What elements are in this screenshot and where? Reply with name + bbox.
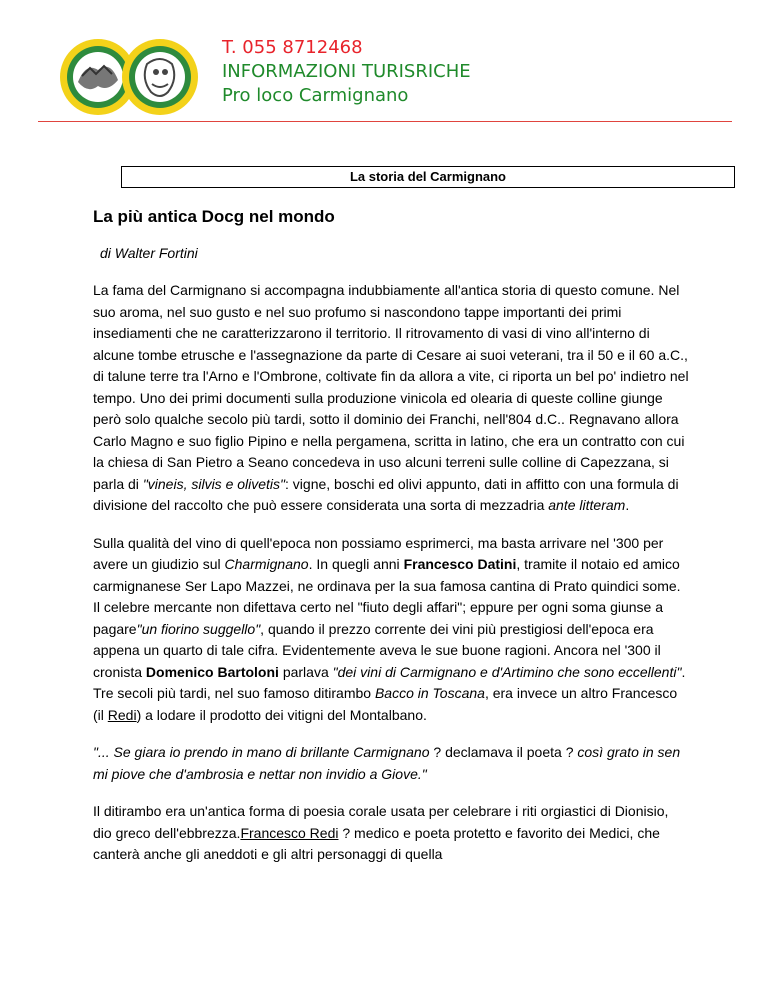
quote: "un fiorino suggello": [136, 620, 261, 637]
latin-quote: "vineis, silvis e olivetis": [142, 475, 286, 492]
text-run: , tramite il notaio ed amico carmignanese Ser Lapo Mazzei, ne ordinava per la sua famosa cantina di Prato quindici some. Il celebre mercante non difettava certo nel "fiuto degli affari"; eppure per ogni soma giunse a pagare: [93, 556, 681, 637]
header-contact: [222, 36, 471, 108]
paragraph-1: [93, 280, 689, 517]
text-run: ? declamava il poeta ?: [429, 744, 578, 760]
pro-loco-logo: [52, 34, 206, 120]
work-title: Bacco in Toscana: [374, 685, 485, 701]
article-body: [93, 206, 689, 866]
person-name: Domenico Bartoloni: [145, 663, 279, 680]
text-run: Sulla qualità del vino di quell'epoca non possiamo esprimerci, ma basta arrivare nel '300 per avere un giudizio sul: [93, 534, 664, 572]
organization-name: Pro loco Carmignano: [222, 85, 409, 106]
article-author: di Walter Fortini: [100, 245, 198, 261]
paragraph-4: [93, 801, 689, 866]
latin-term: ante litteram: [548, 497, 626, 513]
text-run: ) a lodare il prodotto dei vitigni del Montalbano.: [136, 706, 427, 723]
paragraph-3: [93, 742, 689, 785]
francesco-redi-link[interactable]: Francesco Redi: [240, 824, 339, 841]
info-label: INFORMAZIONI TURISRICHE: [222, 61, 471, 82]
poem-quote: così grato in sen mi piove che d'ambrosia e nettar non invidio a Giove.": [93, 744, 681, 782]
historic-name: Charmignano: [224, 556, 309, 572]
poem-quote: "... Se giara io prendo in mano di brillante Carmignano: [93, 744, 430, 760]
text-run: ? medico e poeta protetto e favorito dei Medici, che canterà anche gli aneddoti e gli altri personaggi di quella: [93, 824, 660, 862]
article-headline: La più antica Docg nel mondo: [93, 207, 335, 226]
phone-number: T. 055 8712468: [222, 37, 363, 58]
text-run: .: [625, 497, 630, 513]
paragraph-2: [93, 533, 689, 727]
text-run: , quando il prezzo corrente dei vini più prestigiosi dell'epoca era appena un quarto di tale cifra. Evidentemente aveva le sue buone ragioni. Ancora nel '300 il cronista: [93, 620, 661, 680]
person-name: Francesco Datini: [403, 556, 517, 572]
text-run: parlava: [278, 663, 333, 680]
section-title: La storia del Carmignano: [121, 166, 735, 188]
text-run: . Tre secoli più tardi, nel suo famoso ditirambo: [93, 663, 686, 701]
redi-link[interactable]: Redi: [107, 706, 137, 723]
text-run: Il ditirambo era un'antica forma di poesia corale usata per celebrare i riti orgiastici di Dionisio, dio greco dell'ebbrezza.: [93, 803, 669, 841]
page-header: [0, 0, 768, 125]
text-run: , era invece un altro Francesco (il: [93, 685, 678, 723]
text-run: La fama del Carmignano si accompagna indubbiamente all'antica storia di questo comune. Nel suo aroma, nel suo gusto e nel suo profumo si nascondono tappe importanti dei primi insediamenti che ne caratterizzarono il territorio. Il ritrovamento di vasi di vino all'interno di alcune tombe etrusche e l'assegnazione da parte di Cesare ai suoi veterani, tra il 50 e il 60 a.C., di talune terre tra l'Arno e l'Ombrone, coltivate fin da allora a vite, ci riporta un bel po' indietro nel tempo. Uno dei primi documenti sulla produzione vinicola ed olearia di queste colline giunge però solo qualche secolo più tardi, sotto il dominio dei Franchi, nell'804 d.C.. Regnavano allora Carlo Magno e suo figlio Pipino e nella pergamena, scritta in latino, che era un contratto con cui la chiesa di San Pietro a Seano concedeva in uso alcuni terreni sulle colline di Capezzana, si parla di: [93, 282, 689, 492]
quote: "dei vini di Carmignano e d'Artimino che sono eccellenti": [332, 663, 682, 680]
text-run: . In quegli anni: [308, 556, 404, 572]
text-run: : vigne, boschi ed olivi appunto, dati in affitto con una formula di divisione del raccolto che può essere considerata una sorta di mezzadria: [93, 475, 679, 513]
header-divider: [38, 121, 732, 122]
